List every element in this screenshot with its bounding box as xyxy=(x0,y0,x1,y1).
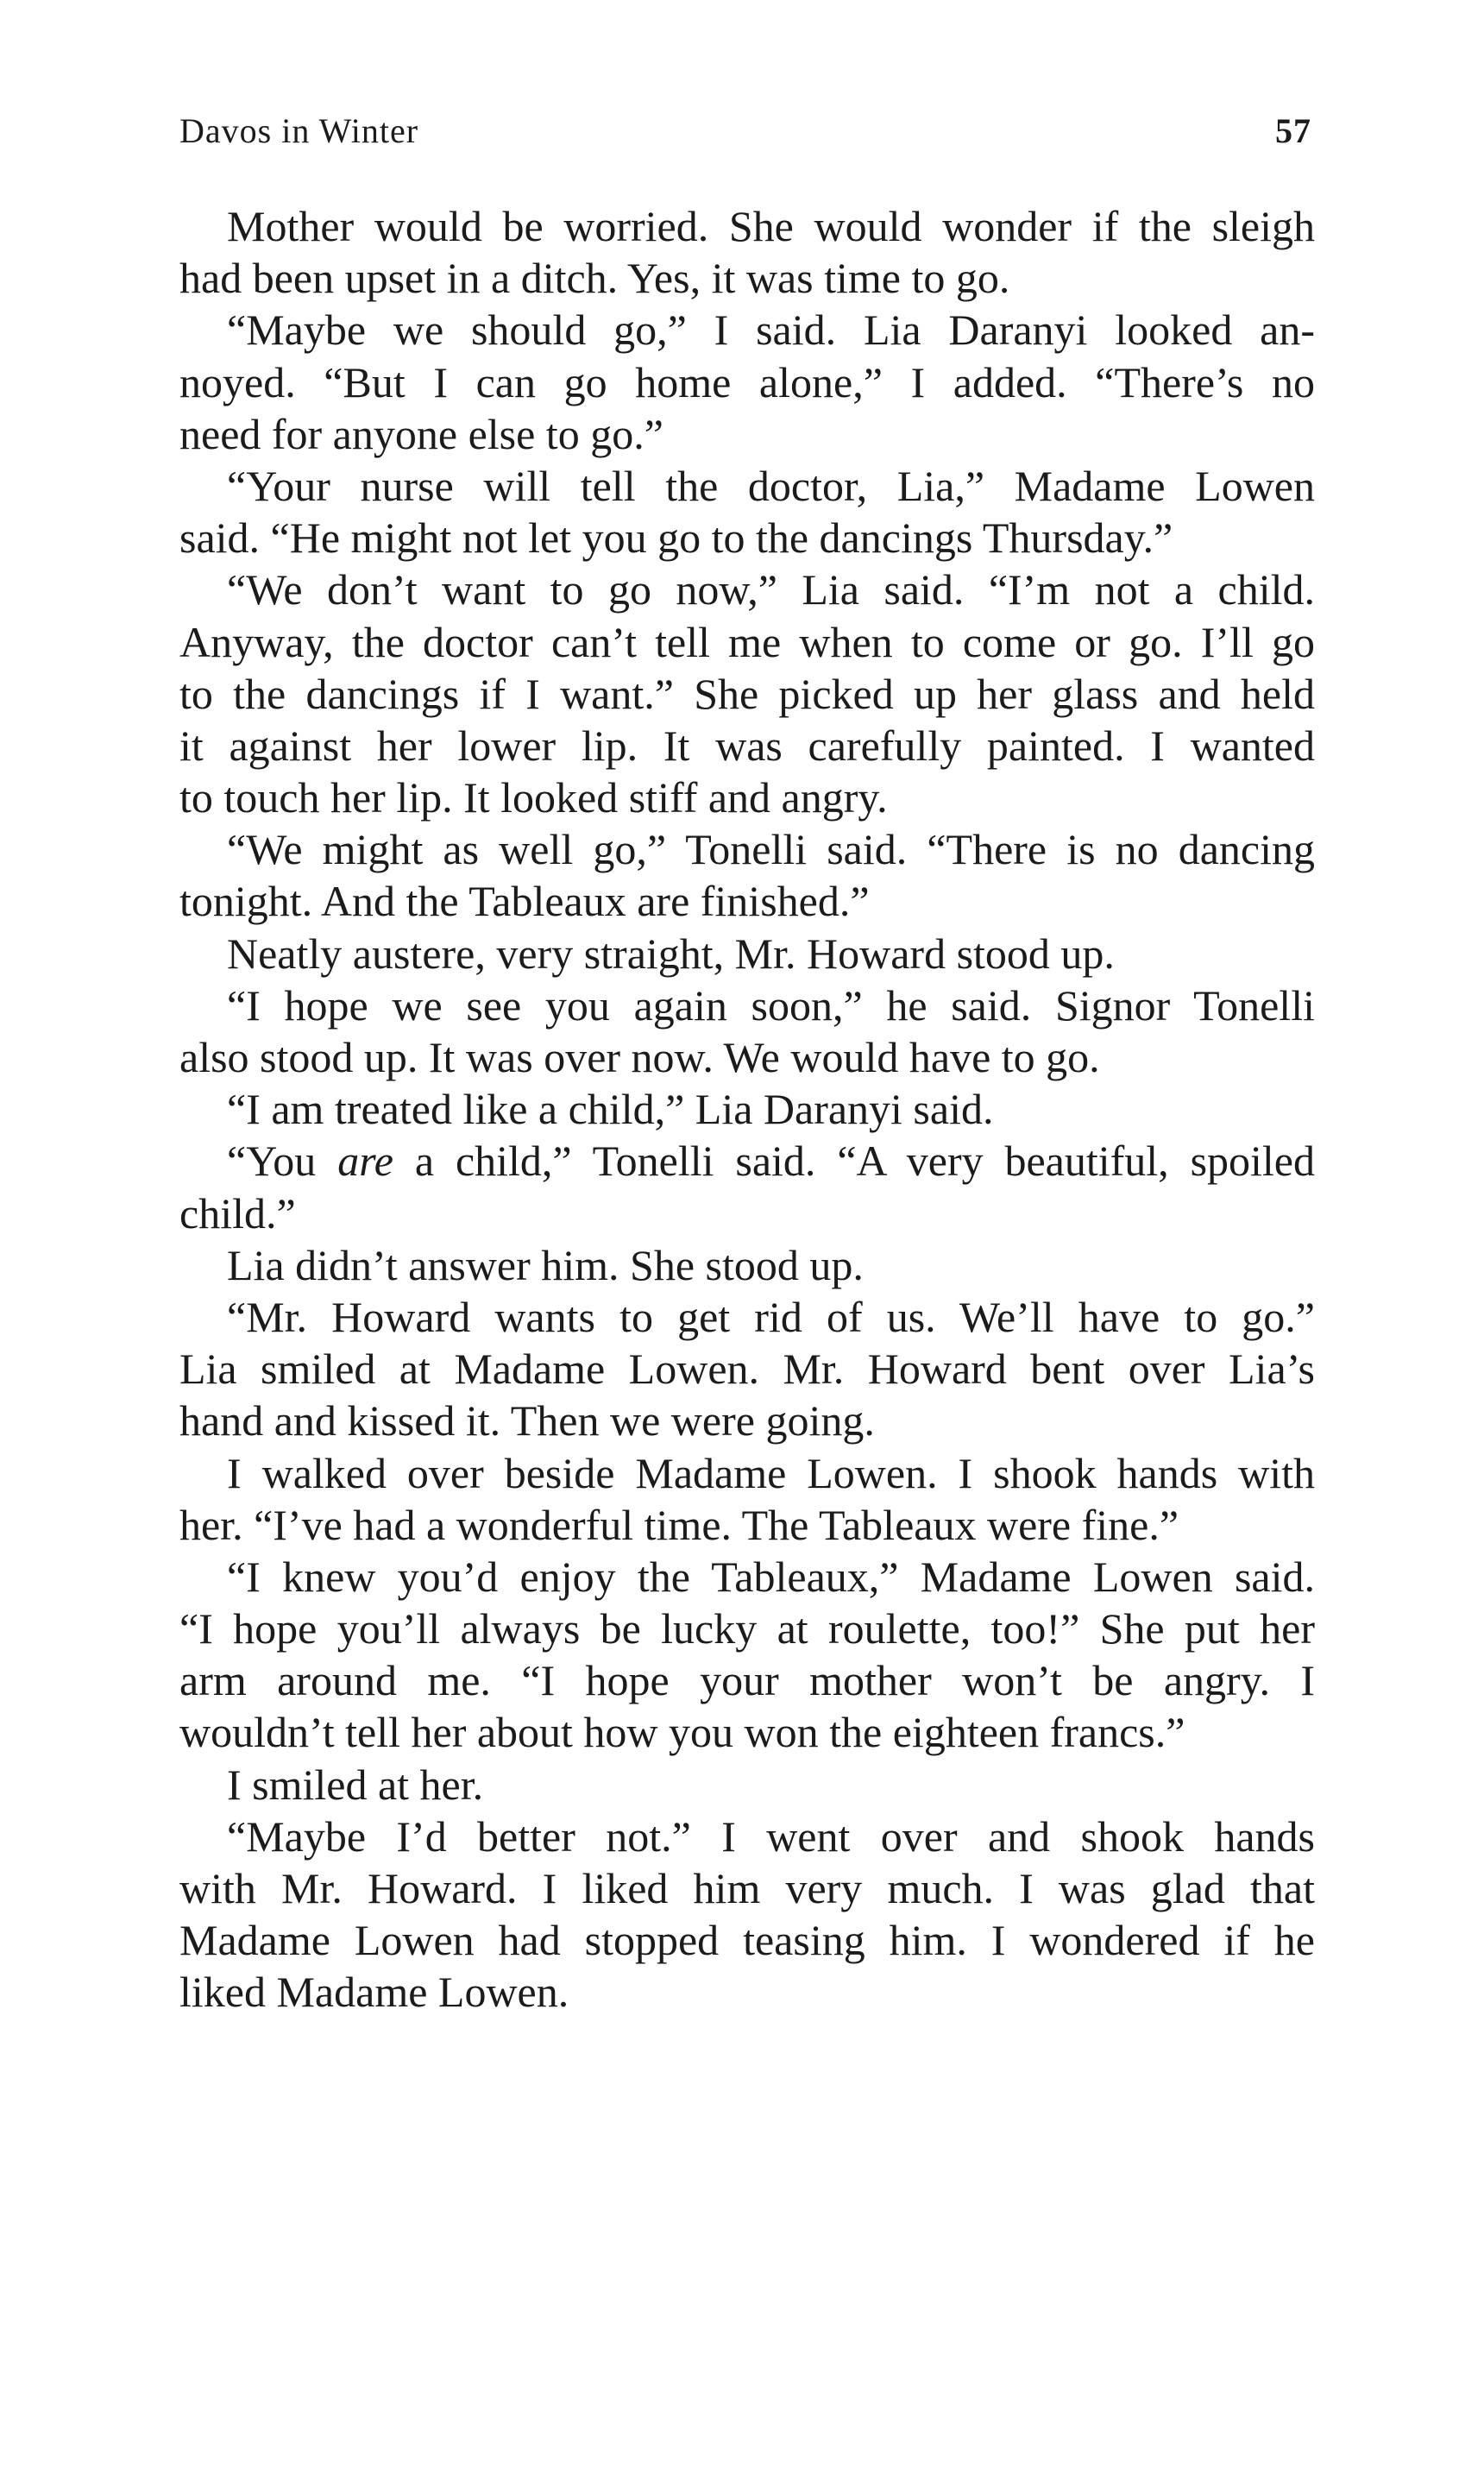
page-number: 57 xyxy=(1275,111,1311,150)
text-line: “I hope you’ll always be lucky at roulette, too!” She put her xyxy=(179,1604,1315,1653)
text-line: child.” xyxy=(179,1188,296,1238)
running-title: Davos in Winter xyxy=(179,111,419,150)
body-text xyxy=(179,200,1315,2019)
text-line: to the dancings if I want.” She picked up her glass and held xyxy=(179,669,1315,718)
text-line: “Mr. Howard wants to get rid of us. We’ll have to go.” xyxy=(227,1292,1315,1341)
text-line: “I hope we see you again soon,” he said. Signor Tonelli xyxy=(227,980,1315,1030)
text-line: “We might as well go,” Tonelli said. “There is no dancing xyxy=(227,825,1315,874)
text-line: “I knew you’d enjoy the Tableaux,” Madame Lowen said. xyxy=(227,1552,1315,1601)
text-line: Lia smiled at Madame Lowen. Mr. Howard bent over Lia’s xyxy=(179,1345,1315,1394)
text-line: “I am treated like a child,” Lia Daranyi said. xyxy=(227,1085,994,1134)
text-line: Neatly austere, very straight, Mr. Howard stood up. xyxy=(227,929,1115,978)
text-line: “Your nurse will tell the doctor, Lia,” Madame Lowen xyxy=(227,461,1315,510)
text-line: Anyway, the doctor can’t tell me when to come or go. I’ll go xyxy=(179,617,1315,666)
text-line: also stood up. It was over now. We would have to go. xyxy=(179,1033,1100,1081)
text-line: arm around me. “I hope your mother won’t be angry. I xyxy=(179,1656,1315,1705)
text-line: to touch her lip. It looked stiff and angry. xyxy=(179,773,888,822)
text-line: Mother would be worried. She would wonder if the sleigh xyxy=(227,202,1315,250)
text-line: Lia didn’t answer him. She stood up. xyxy=(227,1240,864,1289)
text-line: tonight. And the Tableaux are finished.” xyxy=(179,877,870,926)
text-line: her. “I’ve had a wonderful time. The Tableaux were fine.” xyxy=(179,1500,1179,1549)
text-line: with Mr. Howard. I liked him very much. I was glad that xyxy=(179,1864,1315,1912)
text-line: hand and kissed it. Then we were going. xyxy=(179,1396,875,1445)
text-line: said. “He might not let you go to the dancings Thursday.” xyxy=(179,513,1173,563)
italic-emphasis: are xyxy=(337,1137,393,1186)
text-line: “Maybe we should go,” I said. Lia Daranyi looked an- xyxy=(227,305,1315,355)
running-head xyxy=(179,110,1311,162)
text-line: it against her lower lip. It was carefully painted. I wanted xyxy=(179,721,1315,770)
text-line: Madame Lowen had stopped teasing him. I wondered if he xyxy=(179,1916,1315,1965)
text-line: need for anyone else to go.” xyxy=(179,409,663,458)
text-line: liked Madame Lowen. xyxy=(179,1968,569,2017)
text-segment: “You xyxy=(227,1137,338,1186)
text-line: “Maybe I’d better not.” I went over and shook hands xyxy=(227,1811,1315,1861)
text-line: “We don’t want to go now,” Lia said. “I’m not a child. xyxy=(227,565,1315,614)
text-line: I walked over beside Madame Lowen. I shook hands with xyxy=(227,1448,1315,1497)
text-line: noyed. “But I can go home alone,” I added. “There’s no xyxy=(179,357,1315,406)
text-line: wouldn’t tell her about how you won the eighteen francs.” xyxy=(179,1708,1185,1757)
text-segment: a child,” Tonelli said. “A very beautiful, spoiled xyxy=(393,1137,1315,1186)
text-line xyxy=(179,1135,1315,1187)
text-line: I smiled at her. xyxy=(227,1760,484,1809)
text-line: had been upset in a ditch. Yes, it was time to go. xyxy=(179,254,1010,303)
